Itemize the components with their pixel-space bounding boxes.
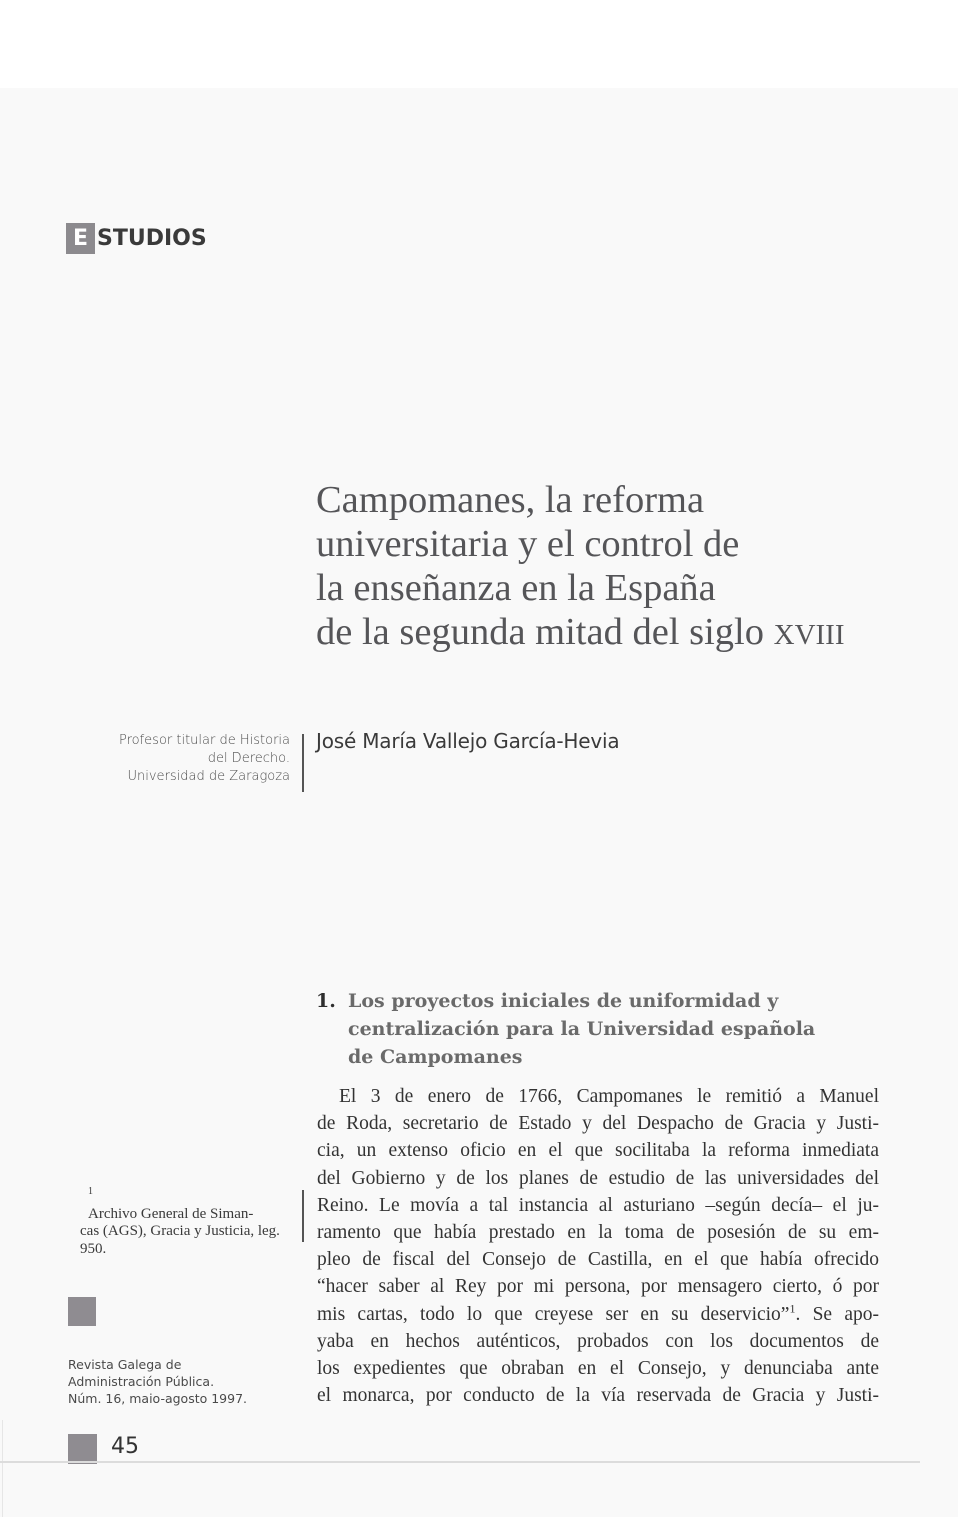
body-line: los expedientes que obraban en el Consejo, y denunciaba ante xyxy=(317,1358,879,1380)
journal-line: Revista Galega de xyxy=(68,1357,182,1372)
affiliation-line: Profesor titular de Historia xyxy=(118,733,290,748)
page-number: 45 xyxy=(111,1434,139,1459)
journal-info xyxy=(68,1356,247,1407)
body-line: de Roda, secretario de Estado y del Despacho de Gracia y Justi- xyxy=(317,1113,879,1135)
body-line: cia, un extenso oficio en el que socilitaba la reforma inmediata xyxy=(317,1140,879,1162)
footnote-line-text: Archivo General de Siman- xyxy=(88,1205,254,1222)
footnote-line: 950. xyxy=(80,1240,107,1257)
affiliation-divider xyxy=(302,734,304,792)
footnote-line: cas (AGS), Gracia y Justicia, leg. xyxy=(80,1223,280,1239)
decorative-square xyxy=(68,1297,96,1326)
page-number-square xyxy=(68,1434,97,1464)
body-line: “hacer saber al Rey por mi persona, por mensagero cierto, ó por xyxy=(317,1276,879,1298)
title-line-text: de la segunda mitad del siglo xyxy=(316,611,764,653)
heading-line: Los proyectos iniciales de uniformidad y xyxy=(348,990,779,1012)
journal-line: Administración Pública. xyxy=(68,1374,215,1389)
title-line: la enseñanza en la España xyxy=(316,567,716,609)
body-line: Reino. Le movía a tal instancia al asturiano –según decía– el ju- xyxy=(317,1194,879,1216)
affiliation-line: del Derecho. xyxy=(207,751,290,766)
body-line xyxy=(317,1301,879,1328)
body-line: yaba en hechos auténticos, probados con los documentos de xyxy=(317,1330,879,1352)
article-title xyxy=(316,478,916,657)
journal-line: Núm. 16, maio-agosto 1997. xyxy=(68,1391,248,1406)
title-century: XVIII xyxy=(773,619,845,651)
affiliation-line: Universidad de Zaragoza xyxy=(127,769,290,784)
section-initial-box: E xyxy=(66,223,95,254)
body-line: El 3 de enero de 1766, Campomanes le remitió a Manuel xyxy=(339,1086,879,1107)
body-line: del Gobierno y de los planes de estudio de las universidades del xyxy=(317,1167,879,1189)
heading-line: centralización para la Universidad española xyxy=(348,1018,816,1040)
section-label-text: STUDIOS xyxy=(97,225,207,251)
body-line-tail: . Se apo- xyxy=(795,1303,879,1325)
title-line: universitaria y el control de xyxy=(316,523,740,565)
body-line: ramento que había prestado en la toma de posesión de su em- xyxy=(317,1222,879,1244)
page-edge xyxy=(2,1420,3,1517)
body-line: pleo de fiscal del Consejo de Castilla, en el que había ofrecido xyxy=(317,1249,879,1271)
section-label xyxy=(66,223,207,254)
title-line xyxy=(316,610,916,657)
footnote-reference[interactable]: 1 xyxy=(789,1301,796,1316)
footnote xyxy=(80,1188,292,1258)
author-name: José María Vallejo García-Hevia xyxy=(316,729,620,753)
footnote-divider xyxy=(302,1190,304,1242)
heading-line: de Campomanes xyxy=(348,1046,523,1068)
footnote-line xyxy=(80,1188,292,1223)
section-number: 1. xyxy=(316,990,336,1012)
footer-rule xyxy=(0,1461,920,1463)
footnote-number: 1 xyxy=(88,1186,93,1197)
body-line-text: mis cartas, todo lo que creyese ser en su deservicio” xyxy=(317,1303,790,1325)
body-line: el monarca, por conducto de la vía reservada de Gracia y Justi- xyxy=(317,1385,879,1407)
section-heading-text xyxy=(348,987,876,1071)
title-line: Campomanes, la reforma xyxy=(316,479,705,521)
author-affiliation xyxy=(100,732,290,786)
section-heading xyxy=(316,987,876,1071)
body-paragraph xyxy=(317,1083,879,1409)
